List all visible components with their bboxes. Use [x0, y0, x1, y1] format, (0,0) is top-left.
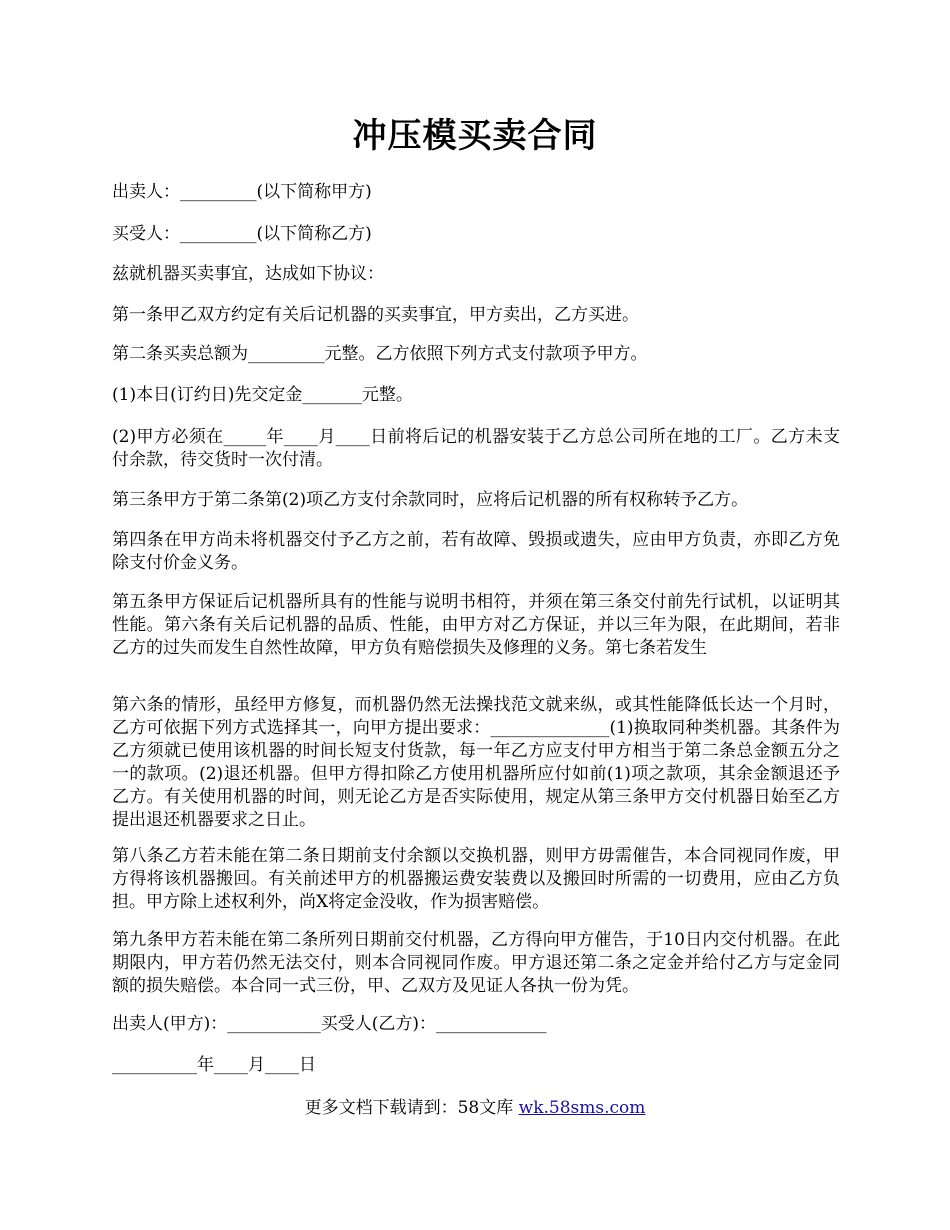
- footer-text: 更多文档下载请到：58文库: [304, 1098, 514, 1118]
- download-footer: [0, 1096, 950, 1120]
- article-6-continued: 第六条的情形，虽经甲方修复，而机器仍然无法操找范文就来纵，或其性能降低长达一个月时，乙方可依据下列方式选择其一，向甲方提出要求：______________(1)换取同种类机器。其条件为乙方须就已使用该机器的时间长短支付货款，每一年乙方应支付甲方相当于第二条总金额五分之一的款项。(2)退还机器。但甲方得扣除乙方使用机器所应付如前(1)项之款项，其余金额退还予乙方。有关使用机器的时间，则无论乙方是否实际使用，规定从第三条甲方交付机器日始至乙方提出退还机器要求之日止。: [112, 695, 840, 830]
- article-8: 第八条乙方若未能在第二条日期前支付余额以交换机器，则甲方毋需催告，本合同视同作废，甲方得将该机器搬回。有关前述甲方的机器搬运费安装费以及搬回时所需的一切费用，应由乙方负担。甲方除上述权利外，尚X将定金没收，作为损害赔偿。: [112, 846, 840, 912]
- document-title: 冲压模买卖合同: [352, 116, 598, 156]
- article-2-item-2: (2)甲方必须在_____年____月____日前将后记的机器安装于乙方总公司所在地的工厂。乙方未支付余款，待交货时一次付清。: [112, 427, 840, 470]
- article-9: 第九条甲方若未能在第二条所列日期前交付机器，乙方得向甲方催告，于10日内交付机器。在此期限内，甲方若仍然无法交付，则本合同视同作废。甲方退还第二条之定金并给付乙方与定金同额的损失赔偿。本合同一式三份，甲、乙双方及见证人各执一份为凭。: [112, 930, 840, 996]
- article-4: 第四条在甲方尚未将机器交付予乙方之前，若有故障、毁损或遗失，应由甲方负责，亦即乙方免除支付价金义务。: [112, 530, 840, 573]
- article-5: 第五条甲方保证后记机器所具有的性能与说明书相符，并须在第三条交付前先行试机，以证明其性能。第六条有关后记机器的品质、性能，由甲方对乙方保证，并以三年为限，在此期间，若非乙方的过失而发生自然性故障，甲方负有赔偿损失及修理的义务。第七条若发生: [112, 592, 840, 658]
- article-2: 第二条买卖总额为_________元整。乙方依照下列方式支付款项予甲方。: [112, 344, 648, 364]
- seller-line: 出卖人：_________(以下简称甲方): [112, 182, 372, 202]
- article-3: 第三条甲方于第二条第(2)项乙方支付余款同时，应将后记机器的所有权称转予乙方。: [112, 490, 749, 510]
- date-line: __________年____月____日: [112, 1055, 316, 1075]
- footer-link[interactable]: wk.58sms.com: [518, 1098, 646, 1118]
- article-1: 第一条甲乙双方约定有关后记机器的买卖事宜，甲方卖出，乙方买进。: [112, 305, 639, 325]
- signature-line: 出卖人(甲方)：___________买受人(乙方)：_____________: [112, 1014, 547, 1034]
- buyer-line: 买受人：_________(以下简称乙方): [112, 224, 372, 244]
- agreement-intro: 兹就机器买卖事宜，达成如下协议：: [112, 264, 384, 284]
- article-2-item-1: (1)本日(订约日)先交定金_______元整。: [112, 385, 413, 405]
